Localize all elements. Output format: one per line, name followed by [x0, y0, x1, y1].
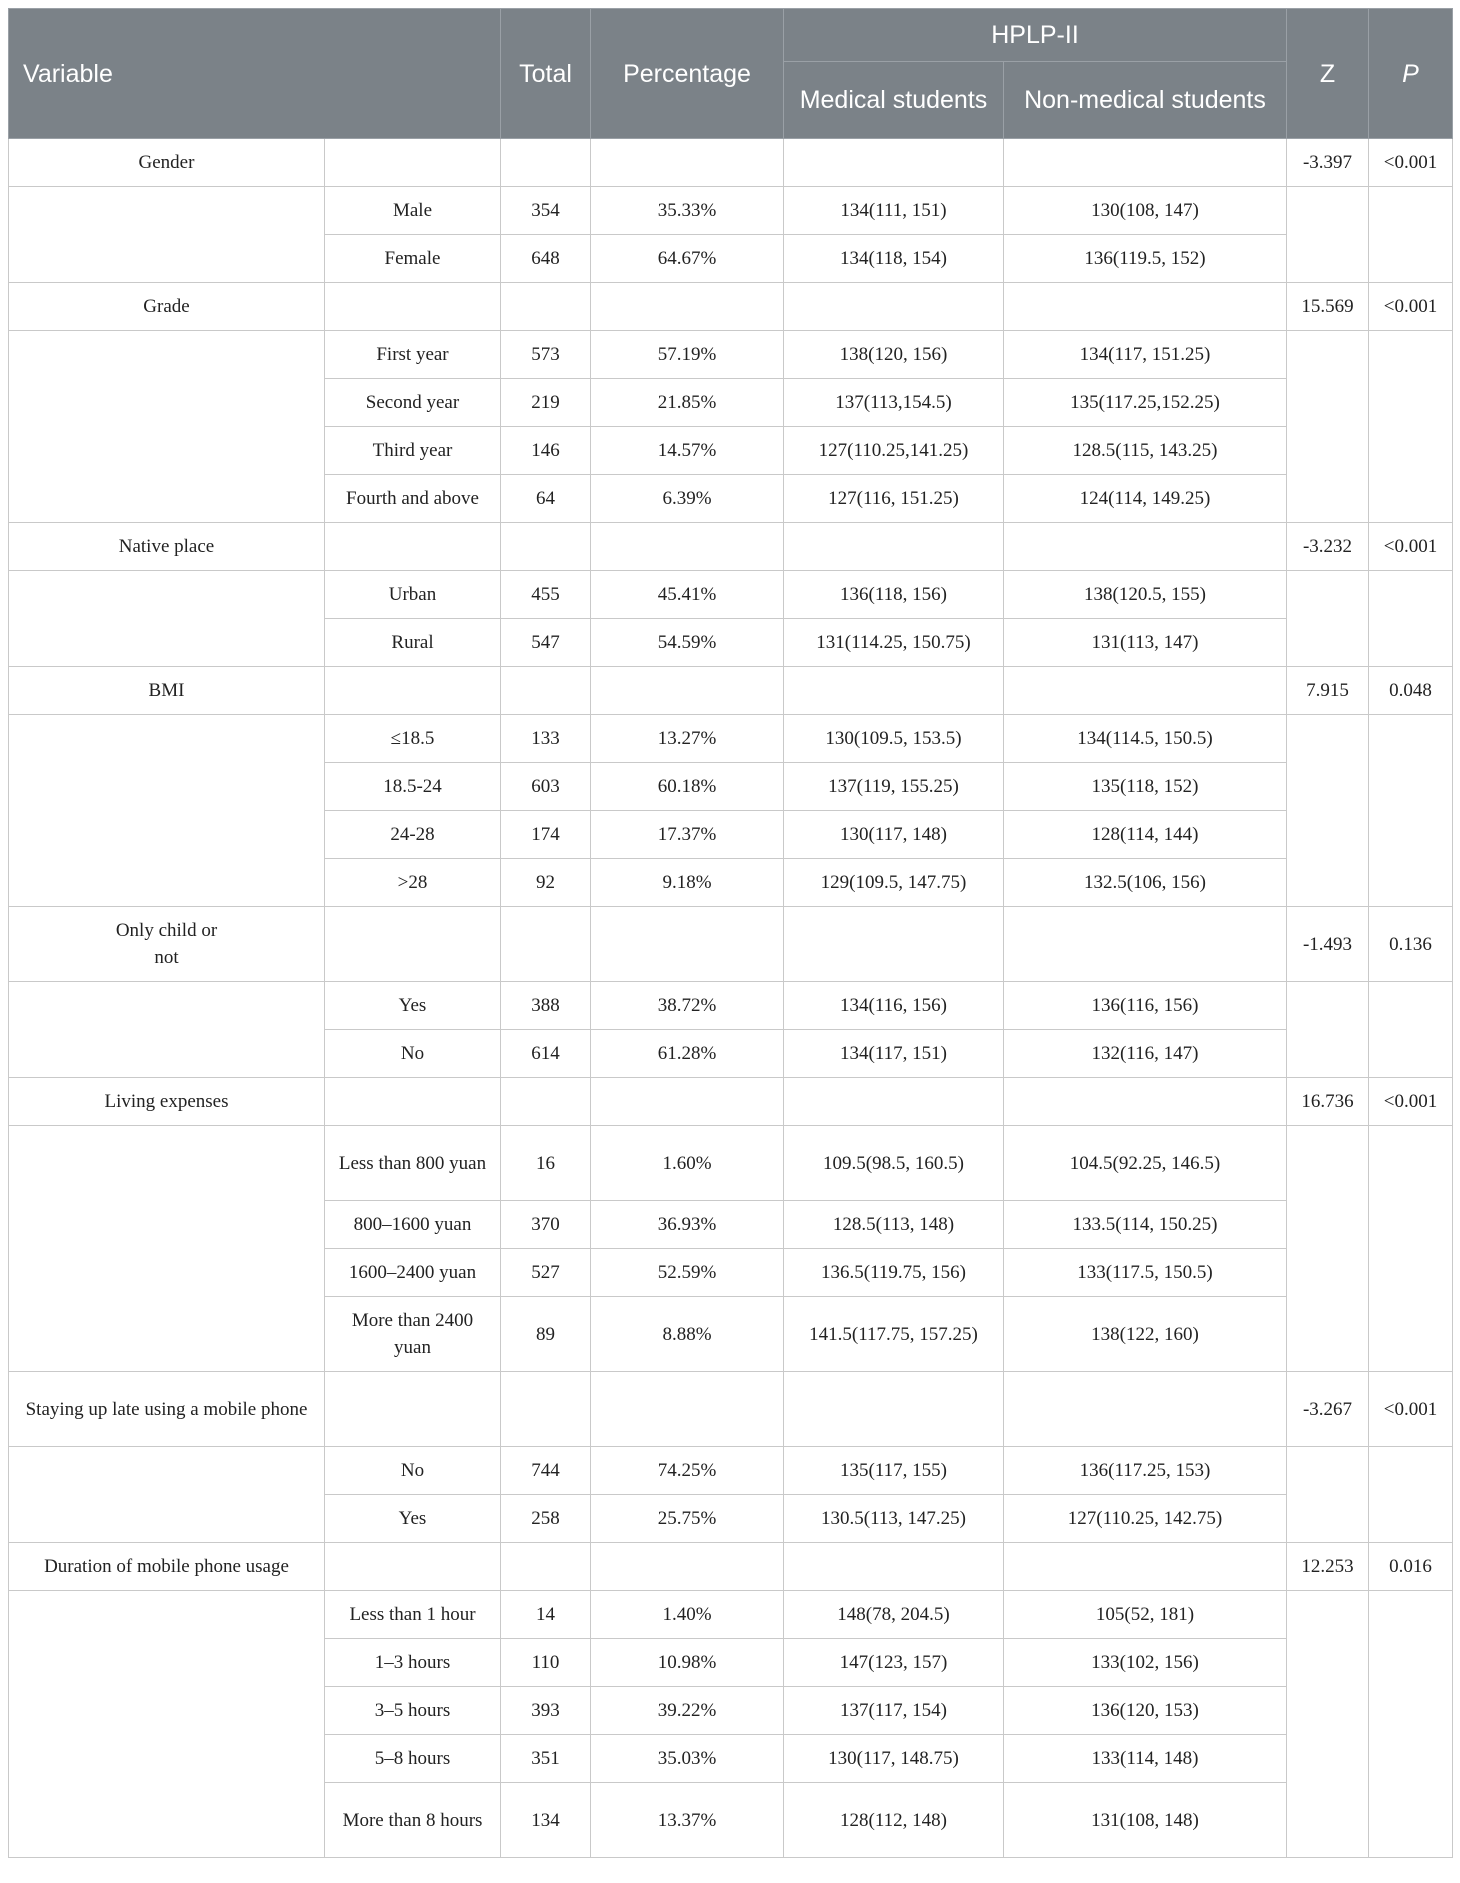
- percentage-cell: 10.98%: [591, 1639, 784, 1687]
- level-label: First year: [325, 331, 501, 379]
- group-row: [9, 139, 1453, 187]
- p-value: <0.001: [1369, 1372, 1453, 1447]
- medical-cell: 134(117, 151): [784, 1030, 1004, 1078]
- total-cell: 547: [501, 619, 591, 667]
- medical-cell: 137(113,154.5): [784, 379, 1004, 427]
- medical-cell: 148(78, 204.5): [784, 1591, 1004, 1639]
- non-medical-cell: 128(114, 144): [1004, 811, 1287, 859]
- non-medical-cell: 133(102, 156): [1004, 1639, 1287, 1687]
- level-label: Yes: [325, 1495, 501, 1543]
- medical-cell: 147(123, 157): [784, 1639, 1004, 1687]
- percentage-cell: 36.93%: [591, 1201, 784, 1249]
- p-value: <0.001: [1369, 283, 1453, 331]
- non-medical-cell: 104.5(92.25, 146.5): [1004, 1126, 1287, 1201]
- total-cell: 92: [501, 859, 591, 907]
- total-cell: 744: [501, 1447, 591, 1495]
- level-label: Third year: [325, 427, 501, 475]
- level-label: Less than 800 yuan: [325, 1126, 501, 1201]
- percentage-cell: 1.40%: [591, 1591, 784, 1639]
- table-row: [9, 331, 1453, 379]
- header-z: Z: [1287, 9, 1369, 139]
- z-value: -3.232: [1287, 523, 1369, 571]
- group-row: [9, 523, 1453, 571]
- z-value: 16.736: [1287, 1078, 1369, 1126]
- header-medical: Medical students: [784, 62, 1004, 139]
- percentage-cell: 1.60%: [591, 1126, 784, 1201]
- hplp-table: [8, 8, 1453, 1858]
- p-value: <0.001: [1369, 139, 1453, 187]
- non-medical-cell: 134(117, 151.25): [1004, 331, 1287, 379]
- total-cell: 133: [501, 715, 591, 763]
- total-cell: 573: [501, 331, 591, 379]
- level-label: 800–1600 yuan: [325, 1201, 501, 1249]
- total-cell: 370: [501, 1201, 591, 1249]
- level-label: 1–3 hours: [325, 1639, 501, 1687]
- medical-cell: 127(116, 151.25): [784, 475, 1004, 523]
- level-label: >28: [325, 859, 501, 907]
- medical-cell: 130(117, 148.75): [784, 1735, 1004, 1783]
- non-medical-cell: 131(113, 147): [1004, 619, 1287, 667]
- table-row: [9, 982, 1453, 1030]
- level-label: 5–8 hours: [325, 1735, 501, 1783]
- p-value: 0.016: [1369, 1543, 1453, 1591]
- medical-cell: 129(109.5, 147.75): [784, 859, 1004, 907]
- header-percentage: Percentage: [591, 9, 784, 139]
- medical-cell: 141.5(117.75, 157.25): [784, 1297, 1004, 1372]
- non-medical-cell: 105(52, 181): [1004, 1591, 1287, 1639]
- percentage-cell: 6.39%: [591, 475, 784, 523]
- level-label: ≤18.5: [325, 715, 501, 763]
- z-value: -3.267: [1287, 1372, 1369, 1447]
- medical-cell: 127(110.25,141.25): [784, 427, 1004, 475]
- z-value: 12.253: [1287, 1543, 1369, 1591]
- level-label: 1600–2400 yuan: [325, 1249, 501, 1297]
- percentage-cell: 39.22%: [591, 1687, 784, 1735]
- p-value: <0.001: [1369, 1078, 1453, 1126]
- non-medical-cell: 130(108, 147): [1004, 187, 1287, 235]
- total-cell: 89: [501, 1297, 591, 1372]
- percentage-cell: 9.18%: [591, 859, 784, 907]
- non-medical-cell: 136(120, 153): [1004, 1687, 1287, 1735]
- medical-cell: 136.5(119.75, 156): [784, 1249, 1004, 1297]
- non-medical-cell: 131(108, 148): [1004, 1783, 1287, 1858]
- variable-name: Staying up late using a mobile phone: [9, 1372, 325, 1447]
- header-non-medical: Non-medical students: [1004, 62, 1287, 139]
- medical-cell: 130(117, 148): [784, 811, 1004, 859]
- non-medical-cell: 136(116, 156): [1004, 982, 1287, 1030]
- z-value: 7.915: [1287, 667, 1369, 715]
- total-cell: 14: [501, 1591, 591, 1639]
- total-cell: 603: [501, 763, 591, 811]
- total-cell: 134: [501, 1783, 591, 1858]
- level-label: 3–5 hours: [325, 1687, 501, 1735]
- non-medical-cell: 133(114, 148): [1004, 1735, 1287, 1783]
- non-medical-cell: 138(120.5, 155): [1004, 571, 1287, 619]
- percentage-cell: 74.25%: [591, 1447, 784, 1495]
- percentage-cell: 21.85%: [591, 379, 784, 427]
- medical-cell: 128.5(113, 148): [784, 1201, 1004, 1249]
- group-row: [9, 283, 1453, 331]
- percentage-cell: 64.67%: [591, 235, 784, 283]
- p-value: 0.136: [1369, 907, 1453, 982]
- header-variable: Variable: [9, 9, 501, 139]
- percentage-cell: 8.88%: [591, 1297, 784, 1372]
- table-row: [9, 1447, 1453, 1495]
- percentage-cell: 38.72%: [591, 982, 784, 1030]
- variable-name: Gender: [9, 139, 325, 187]
- medical-cell: 138(120, 156): [784, 331, 1004, 379]
- group-row: [9, 1078, 1453, 1126]
- non-medical-cell: 133(117.5, 150.5): [1004, 1249, 1287, 1297]
- level-label: More than 8 hours: [325, 1783, 501, 1858]
- total-cell: 354: [501, 187, 591, 235]
- level-label: More than 2400 yuan: [325, 1297, 501, 1372]
- medical-cell: 130(109.5, 153.5): [784, 715, 1004, 763]
- non-medical-cell: 136(117.25, 153): [1004, 1447, 1287, 1495]
- z-value: 15.569: [1287, 283, 1369, 331]
- level-label: Yes: [325, 982, 501, 1030]
- total-cell: 527: [501, 1249, 591, 1297]
- percentage-cell: 17.37%: [591, 811, 784, 859]
- total-cell: 648: [501, 235, 591, 283]
- non-medical-cell: 138(122, 160): [1004, 1297, 1287, 1372]
- level-label: Second year: [325, 379, 501, 427]
- table-body: [9, 139, 1453, 1858]
- total-cell: 258: [501, 1495, 591, 1543]
- percentage-cell: 35.03%: [591, 1735, 784, 1783]
- header-hplp: HPLP-II: [784, 9, 1287, 62]
- group-row: [9, 1543, 1453, 1591]
- percentage-cell: 60.18%: [591, 763, 784, 811]
- total-cell: 351: [501, 1735, 591, 1783]
- p-value: <0.001: [1369, 523, 1453, 571]
- total-cell: 174: [501, 811, 591, 859]
- medical-cell: 128(112, 148): [784, 1783, 1004, 1858]
- non-medical-cell: 127(110.25, 142.75): [1004, 1495, 1287, 1543]
- p-value: 0.048: [1369, 667, 1453, 715]
- medical-cell: 109.5(98.5, 160.5): [784, 1126, 1004, 1201]
- total-cell: 388: [501, 982, 591, 1030]
- percentage-cell: 35.33%: [591, 187, 784, 235]
- table-row: [9, 187, 1453, 235]
- total-cell: 219: [501, 379, 591, 427]
- percentage-cell: 54.59%: [591, 619, 784, 667]
- z-value: -3.397: [1287, 139, 1369, 187]
- table-row: [9, 571, 1453, 619]
- percentage-cell: 57.19%: [591, 331, 784, 379]
- non-medical-cell: 135(118, 152): [1004, 763, 1287, 811]
- table-row: [9, 1126, 1453, 1201]
- non-medical-cell: 134(114.5, 150.5): [1004, 715, 1287, 763]
- total-cell: 16: [501, 1126, 591, 1201]
- level-label: 24-28: [325, 811, 501, 859]
- medical-cell: 137(117, 154): [784, 1687, 1004, 1735]
- medical-cell: 137(119, 155.25): [784, 763, 1004, 811]
- header-total: Total: [501, 9, 591, 139]
- medical-cell: 134(118, 154): [784, 235, 1004, 283]
- variable-name: Only child or not: [9, 907, 325, 982]
- total-cell: 614: [501, 1030, 591, 1078]
- level-label: Urban: [325, 571, 501, 619]
- level-label: Male: [325, 187, 501, 235]
- variable-name: Grade: [9, 283, 325, 331]
- medical-cell: 131(114.25, 150.75): [784, 619, 1004, 667]
- total-cell: 110: [501, 1639, 591, 1687]
- non-medical-cell: 124(114, 149.25): [1004, 475, 1287, 523]
- medical-cell: 134(116, 156): [784, 982, 1004, 1030]
- medical-cell: 135(117, 155): [784, 1447, 1004, 1495]
- percentage-cell: 13.37%: [591, 1783, 784, 1858]
- medical-cell: 136(118, 156): [784, 571, 1004, 619]
- non-medical-cell: 132(116, 147): [1004, 1030, 1287, 1078]
- percentage-cell: 45.41%: [591, 571, 784, 619]
- level-label: Fourth and above: [325, 475, 501, 523]
- percentage-cell: 25.75%: [591, 1495, 784, 1543]
- level-label: Rural: [325, 619, 501, 667]
- percentage-cell: 14.57%: [591, 427, 784, 475]
- group-row: [9, 907, 1453, 982]
- non-medical-cell: 128.5(115, 143.25): [1004, 427, 1287, 475]
- total-cell: 64: [501, 475, 591, 523]
- variable-name: Living expenses: [9, 1078, 325, 1126]
- non-medical-cell: 136(119.5, 152): [1004, 235, 1287, 283]
- total-cell: 393: [501, 1687, 591, 1735]
- total-cell: 146: [501, 427, 591, 475]
- variable-name: Native place: [9, 523, 325, 571]
- group-row: [9, 1372, 1453, 1447]
- variable-name: BMI: [9, 667, 325, 715]
- variable-name: Duration of mobile phone usage: [9, 1543, 325, 1591]
- z-value: -1.493: [1287, 907, 1369, 982]
- level-label: Female: [325, 235, 501, 283]
- non-medical-cell: 133.5(114, 150.25): [1004, 1201, 1287, 1249]
- level-label: 18.5-24: [325, 763, 501, 811]
- table-row: [9, 1591, 1453, 1639]
- level-label: No: [325, 1447, 501, 1495]
- level-label: Less than 1 hour: [325, 1591, 501, 1639]
- non-medical-cell: 135(117.25,152.25): [1004, 379, 1287, 427]
- table-row: [9, 715, 1453, 763]
- total-cell: 455: [501, 571, 591, 619]
- header-p: P: [1369, 9, 1453, 139]
- non-medical-cell: 132.5(106, 156): [1004, 859, 1287, 907]
- medical-cell: 134(111, 151): [784, 187, 1004, 235]
- percentage-cell: 13.27%: [591, 715, 784, 763]
- group-row: [9, 667, 1453, 715]
- level-label: No: [325, 1030, 501, 1078]
- medical-cell: 130.5(113, 147.25): [784, 1495, 1004, 1543]
- percentage-cell: 61.28%: [591, 1030, 784, 1078]
- percentage-cell: 52.59%: [591, 1249, 784, 1297]
